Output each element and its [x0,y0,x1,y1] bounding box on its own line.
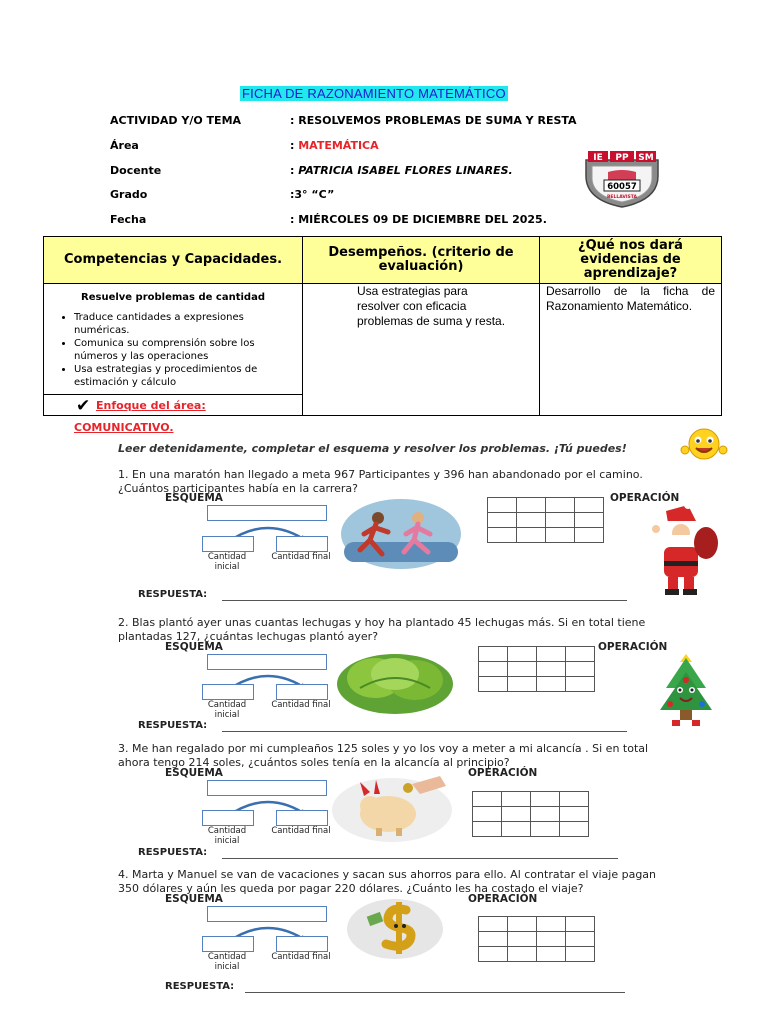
header-competencias: Competencias y Capacidades. [44,237,303,284]
logo-text-ie: IE [593,153,603,163]
answer-line [222,858,618,859]
runners-image [340,498,462,574]
operacion-label: OPERACIÓN [468,893,538,905]
enfoque-text: Enfoque del área: COMUNICATIVO. [74,399,206,434]
evidencia-cell [540,284,722,416]
inicial-box [202,684,254,700]
inicial-box [202,936,254,952]
logo-text-sm: SM [638,153,654,163]
inicial-box [202,810,254,826]
teacher-value-row [290,164,513,177]
respuesta-label: RESPUESTA: [138,589,208,600]
piggy-bank-image [330,772,460,848]
area-prefix: : [290,139,299,152]
problem-3 [118,742,678,770]
esquema-label: ESQUEMA [165,767,223,779]
area-value-row [290,139,379,152]
competencia-title: Resuelve problemas de cantidad [81,292,265,303]
inicial-label: Cantidad inicial [207,952,247,972]
final-box [276,536,328,552]
operation-grid [478,646,595,692]
lettuce-image [330,648,460,722]
esquema-label: ESQUEMA [165,893,223,905]
capacidades-list [44,311,302,389]
problem-4 [118,868,678,896]
enfoque-row [44,395,302,434]
inicial-label: Cantidad inicial [207,552,247,572]
final-label: Cantidad final [271,826,331,836]
problem-text: Me han regalado por mi cumpleaños 125 soles y yo los voy a meter a mi alcancía . Si en total ahora tengo 214 soles, ¿cuántos soles tenía en la alcancía al principio? [118,742,649,769]
answer-line [222,731,627,732]
school-logo [582,150,662,213]
problem-number: 4. [118,868,129,881]
capacidad-item: • Traduce cantidades a expresiones numéricas. [74,311,282,337]
document-title: FICHA DE RAZONAMIENTO MATEMÁTICO [242,86,506,101]
answer-line [222,600,627,601]
logo-bottom-text: BELLAVISTA [606,195,638,200]
operation-grid [472,791,589,837]
esquema-label: ESQUEMA [165,641,223,653]
final-label: Cantidad final [271,952,331,962]
competencies-table [43,236,722,434]
date-label: Fecha [110,213,147,226]
logo-text-pp: PP [615,153,629,163]
total-box [207,505,327,521]
grade-label: Grado [110,188,148,201]
header-desempenos: Desempeños. (criterio de evaluación) [303,237,540,284]
problem-text: Blas plantó ayer unas cuantas lechugas y hoy ha plantado 45 lechugas más. Si en total tiene plantadas 127, ¿cuántas lechugas plantó ayer? [118,616,646,643]
capacidad-item: • Comunica su comprensión sobre los números y las operaciones [74,337,282,363]
santa-claus-image [648,503,718,603]
desempeno-text: Usa estrategias para resolver con eficacia problemas de suma y resta. [357,284,506,328]
inicial-label: Cantidad inicial [207,826,247,846]
final-label: Cantidad final [271,552,331,562]
capacidad-item: • Usa estrategias y procedimientos de estimación y cálculo [74,363,282,389]
evidencia-text: Desarrollo de la ficha de Razonamiento Matemático. [546,284,715,313]
respuesta-label: RESPUESTA: [165,981,235,992]
operation-grid [478,916,595,962]
activity-label: ACTIVIDAD Y/O TEMA [110,114,242,127]
answer-line [245,992,625,993]
christmas-tree-image [654,648,718,734]
final-label: Cantidad final [271,700,331,710]
area-label: Área [110,139,139,152]
area-value: MATEMÁTICA [298,139,379,152]
problem-text: Marta y Manuel se van de vacaciones y sacan sus ahorros para ello. Al contratar el viaje pagan 350 dólares y aún les queda por pagar 220 dólares. ¿Cuánto les ha costado el viaje? [118,868,657,895]
problem-2 [118,616,678,644]
teacher-value: PATRICIA ISABEL FLORES LINARES. [298,164,513,177]
inicial-box [202,536,254,552]
operacion-label: OPERACIÓN [598,641,668,653]
header-evidencias: ¿Qué nos dará evidencias de aprendizaje? [540,237,722,284]
enfoque-cell [44,395,303,434]
grade-value: :3° “C” [290,188,335,201]
problem-number: 3. [118,742,129,755]
competencias-cell [44,284,303,395]
problem-number: 1. [118,468,129,481]
activity-value: : RESOLVEMOS PROBLEMAS DE SUMA Y RESTA [290,114,577,127]
desempeno-cell [303,284,540,416]
smiley-face-icon [676,426,732,466]
respuesta-label: RESPUESTA: [138,720,208,731]
logo-number: 60057 [607,182,637,192]
inicial-label: Cantidad inicial [207,700,247,720]
teacher-label: Docente [110,164,162,177]
operacion-label: OPERACIÓN [468,767,538,779]
final-box [276,810,328,826]
respuesta-label: RESPUESTA: [138,847,208,858]
checkmark-icon: ✔ [76,396,91,416]
operation-grid [487,497,604,543]
final-box [276,684,328,700]
teacher-prefix: : [290,164,299,177]
worksheet-instruction: Leer detenidamente, completar el esquema y resolver los problemas. ¡Tú puedes! [118,442,627,455]
problem-text: En una maratón han llegado a meta 967 Participantes y 396 han abandonado por el camino. ¿Cuántos participantes había en la carrera? [118,468,643,495]
esquema-label: ESQUEMA [165,492,223,504]
final-box [276,936,328,952]
dollar-sign-image [346,898,444,964]
operacion-label: OPERACIÓN [610,492,680,504]
date-value: : MIÉRCOLES 09 DE DICIEMBRE DEL 2025. [290,213,547,226]
problem-number: 2. [118,616,129,629]
